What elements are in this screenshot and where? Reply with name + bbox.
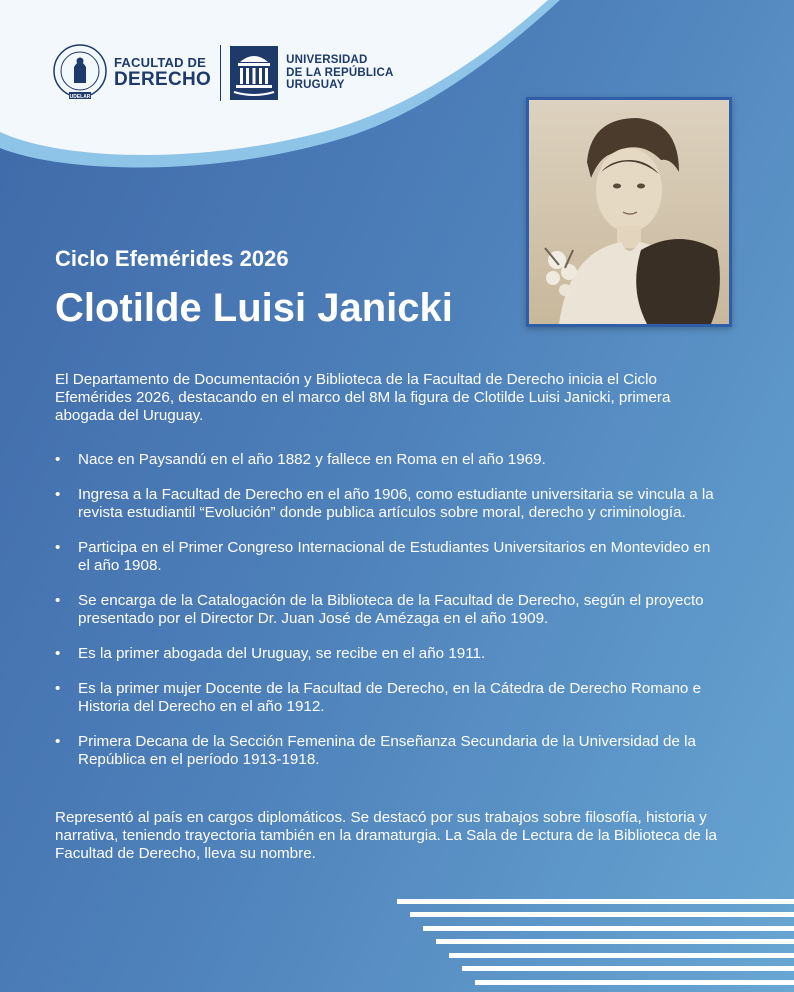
bullet-item [55, 486, 717, 522]
university-line3: URUGUAY [286, 79, 345, 92]
bullet-item [55, 539, 717, 575]
bullet-text: Nace en Paysandú en el año 1882 y fallece en Roma en el año 1969. [78, 451, 546, 468]
intro-paragraph: El Departamento de Documentación y Biblioteca de la Facultad de Derecho inicia el Ciclo Efemérides 2026, destacando en el marco del 8M la figura de Clotilde Luisi Janicki, primera abogada del Uruguay. [55, 371, 671, 424]
faculty-seal-icon [52, 43, 108, 103]
bullet-item [55, 645, 717, 663]
bullet-item [55, 733, 717, 769]
bullet-text: Es la primer mujer Docente de la Facultad de Derecho, en la Cátedra de Derecho Romano e Historia del Derecho en el año 1912. [78, 680, 702, 715]
page-subtitle: Ciclo Efemérides 2026 [55, 246, 289, 271]
closing-paragraph: Representó al país en cargos diplomáticos. Se destacó por sus trabajos sobre filosofía, historia y narrativa, teniendo trayectoria también en la dramaturgia. La Sala de Lectura de la Biblioteca de la Facultad de Derecho, lleva su nombre. [55, 809, 717, 862]
bullet-text: Es la primer abogada del Uruguay, se recibe en el año 1911. [78, 645, 486, 662]
faculty-line1: FACULTAD DE [114, 55, 206, 71]
bullet-dot: • [55, 486, 61, 503]
bullet-item [55, 680, 717, 716]
bullet-dot: • [55, 733, 61, 750]
university-line2: DE LA REPÚBLICA [286, 66, 394, 79]
bullet-list [55, 451, 717, 786]
bullet-text: Primera Decana de la Sección Femenina de Enseñanza Secundaria de la Universidad de la República en el período 1913-1918. [78, 733, 696, 768]
faculty-wordmark [114, 56, 211, 90]
logo-divider [220, 45, 221, 101]
bullet-item [55, 592, 717, 628]
page-title: Clotilde Luisi Janicki [55, 286, 453, 330]
university-wordmark [286, 54, 393, 93]
university-building-icon [230, 46, 278, 100]
portrait-photo [526, 97, 732, 327]
bullet-dot: • [55, 645, 61, 662]
faculty-line2: DERECHO [114, 68, 212, 90]
logo-bar [52, 43, 393, 103]
university-line1: UNIVERSIDAD [286, 53, 368, 66]
bullet-dot: • [55, 451, 61, 468]
bullet-text: Participa en el Primer Congreso Internacional de Estudiantes Universitarios en Montevideo en el año 1908. [78, 539, 711, 574]
portrait-image [529, 100, 729, 324]
seal-bottom-text: UDELAR [69, 94, 91, 100]
bullet-dot: • [55, 592, 61, 609]
bullet-dot: • [55, 680, 61, 697]
bullet-text: Ingresa a la Facultad de Derecho en el año 1906, como estudiante universitaria se vincula a la revista estudiantil “Evolución” donde publica artículos sobre moral, derecho y criminología. [78, 486, 714, 521]
bullet-item [55, 451, 717, 469]
bullet-text: Se encarga de la Catalogación de la Biblioteca de la Facultad de Derecho, según el proyecto presentado por el Director Dr. Juan José de Amézaga en el año 1909. [78, 592, 704, 627]
bullet-dot: • [55, 539, 61, 556]
